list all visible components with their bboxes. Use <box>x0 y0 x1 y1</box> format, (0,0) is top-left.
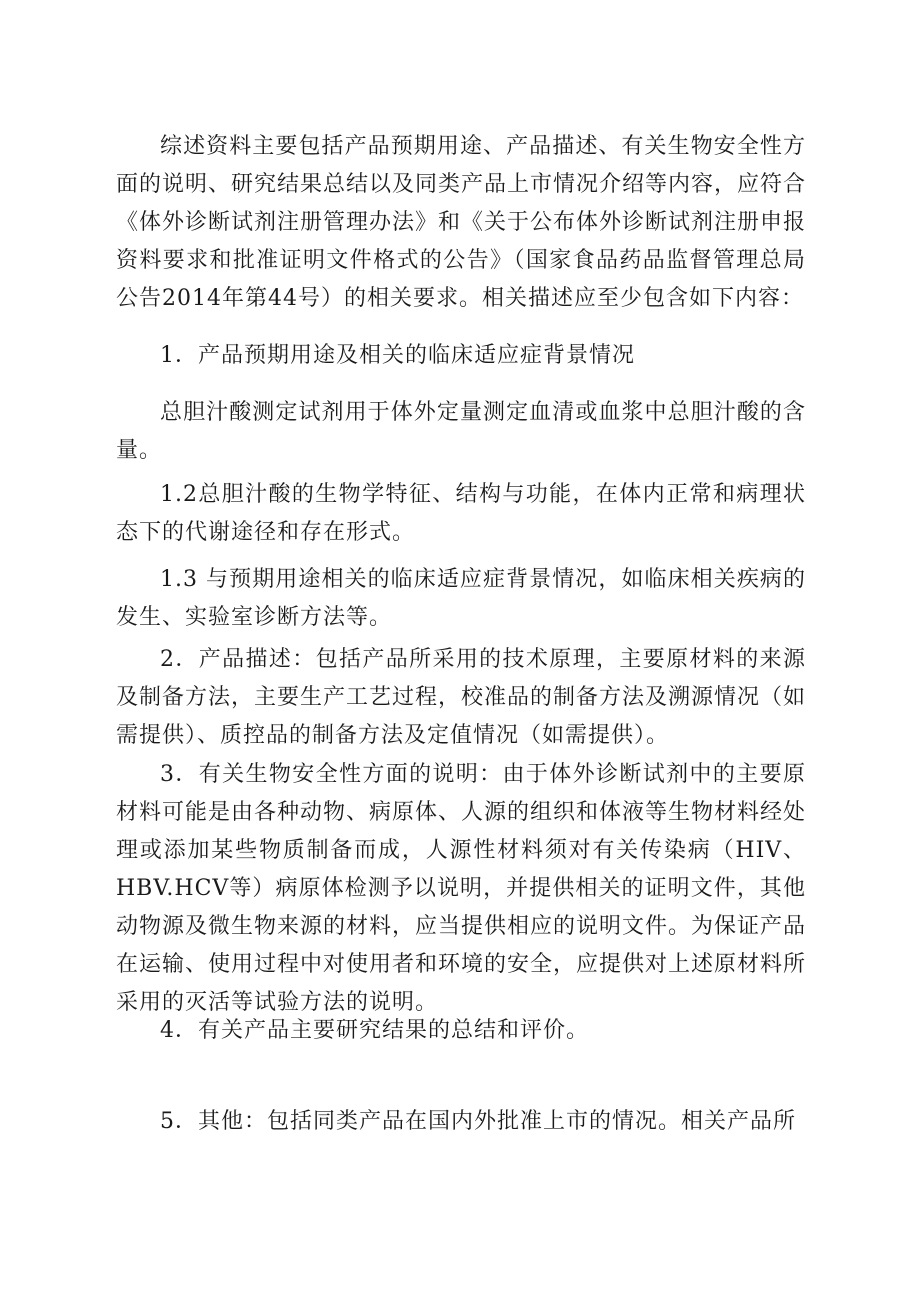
section-5-paragraph: 5．其他：包括同类产品在国内外批准上市的情况。相关产品所 <box>160 1109 796 1134</box>
section-2-paragraph: 2．产品描述：包括产品所采用的技术原理，主要原材料的来源及制备方法，主要生产工艺过程，校准品的制备方法及溯源情况（如需提供）、质控品的制备方法及定值情况（如需提供）。 <box>116 647 807 748</box>
section-3-paragraph: 3．有关生物安全性方面的说明：由于体外诊断试剂中的主要原材料可能是由各种动物、病原体、人源的组织和体液等生物材料经处理或添加某些物质制备而成，人源性材料须对有关传染病（HIV、HBV.HCV等）病原体检测予以说明，并提供相关的证明文件，其他动物源及微生物来源的材料，应当提供相应的说明文件。为保证产品在运输、使用过程中对使用者和环境的安全，应提供对上述原材料所采用的灭活等试验方法的说明。 <box>116 762 807 1015</box>
intro-paragraph: 综述资料主要包括产品预期用途、产品描述、有关生物安全性方面的说明、研究结果总结以及同类产品上市情况介绍等内容，应符合《体外诊断试剂注册管理办法》和《关于公布体外诊断试剂注册申报资料要求和批准证明文件格式的公告》（国家食品药品监督管理总局公告2014年第44号）的相关要求。相关描述应至少包含如下内容： <box>116 134 807 311</box>
section-1-3-paragraph: 1.3 与预期用途相关的临床适应症背景情况，如临床相关疾病的发生、实验室诊断方法等。 <box>116 567 806 630</box>
section-4-paragraph: 4．有关产品主要研究结果的总结和评价。 <box>160 1018 589 1043</box>
section-1-heading: 1．产品预期用途及相关的临床适应症背景情况 <box>160 343 635 368</box>
intended-use-paragraph: 总胆汁酸测定试剂用于体外定量测定血清或血浆中总胆汁酸的含量。 <box>116 400 806 463</box>
section-1-2-paragraph: 1.2总胆汁酸的生物学特征、结构与功能，在体内正常和病理状态下的代谢途径和存在形式。 <box>116 482 806 545</box>
